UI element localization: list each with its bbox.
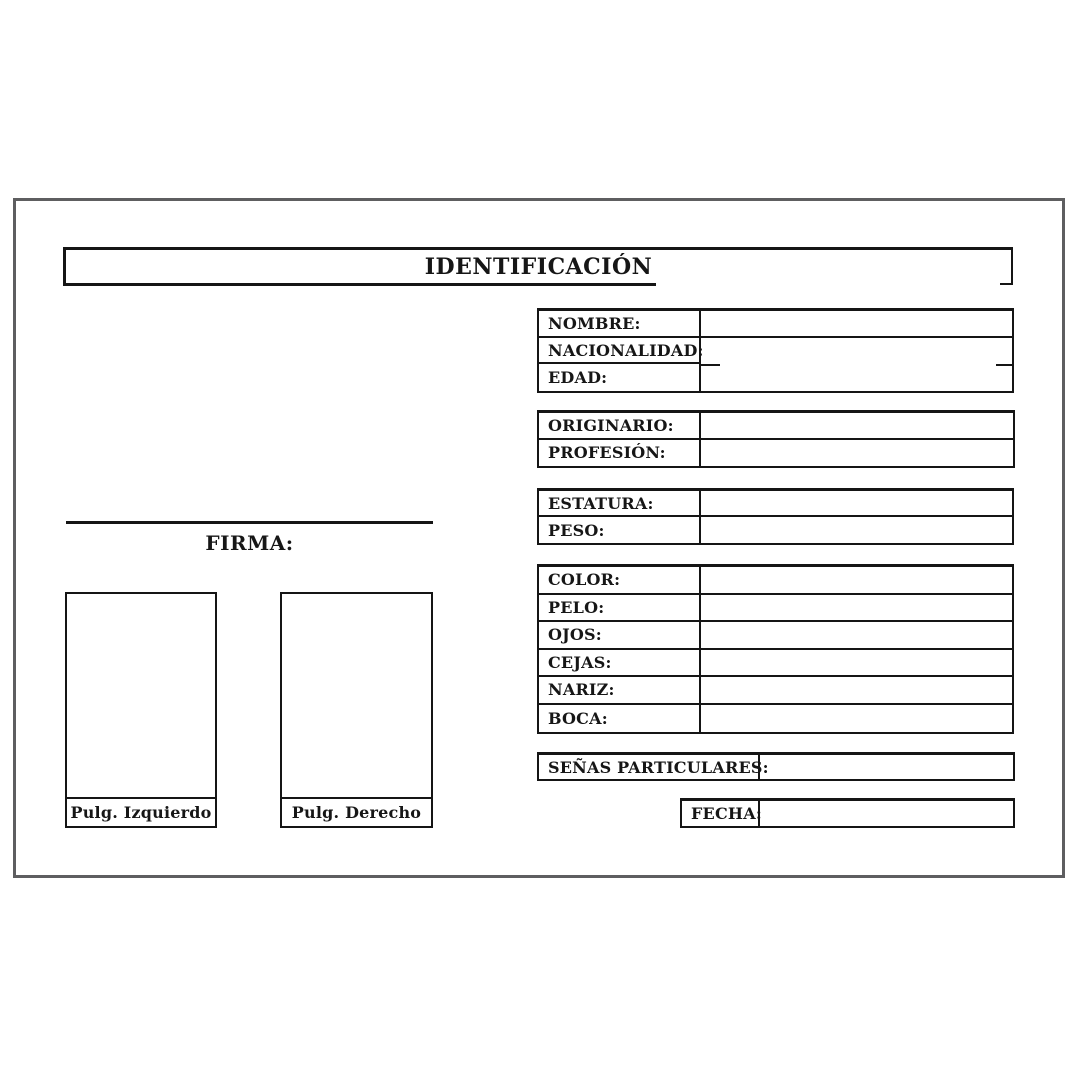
table-row <box>539 491 1012 517</box>
field-label-cejas: CEJAS: <box>539 650 701 678</box>
field-label-estatura: ESTATURA: <box>539 491 701 517</box>
field-value-peso[interactable] <box>701 517 1012 543</box>
signature-label: FIRMA: <box>205 531 294 555</box>
origin-table <box>537 410 1015 468</box>
field-value-estatura[interactable] <box>701 491 1012 517</box>
senas-table <box>537 752 1015 781</box>
field-label-pelo: PELO: <box>539 595 701 623</box>
field-label-edad: EDAD: <box>539 364 701 391</box>
identity-table <box>537 308 1014 393</box>
fecha-table <box>680 798 1015 828</box>
field-label-color: COLOR: <box>539 567 701 595</box>
thumbprint-left-area[interactable] <box>67 594 215 797</box>
thumbprint-right-area[interactable] <box>282 594 431 797</box>
field-value-cejas[interactable] <box>701 650 1012 678</box>
table-row <box>539 622 1012 650</box>
field-value-senas-particulares[interactable] <box>760 755 1013 779</box>
table-row <box>539 413 1013 440</box>
features-table <box>537 564 1014 734</box>
field-label-nariz: NARIZ: <box>539 677 701 705</box>
thumbprint-right-label: Pulg. Derecho <box>282 797 431 826</box>
table-row <box>539 440 1013 467</box>
table-row <box>539 338 1012 365</box>
field-label-fecha: FECHA: <box>682 801 760 826</box>
table-row <box>539 705 1012 733</box>
field-label-peso: PESO: <box>539 517 701 543</box>
body-table <box>537 488 1014 545</box>
title-corner-hook <box>1000 283 1013 285</box>
field-value-edad[interactable] <box>701 364 1012 391</box>
field-label-ojos: OJOS: <box>539 622 701 650</box>
table-row <box>539 567 1012 595</box>
field-value-nombre[interactable] <box>701 311 1012 338</box>
field-value-color[interactable] <box>701 567 1012 595</box>
field-value-nariz[interactable] <box>701 677 1012 705</box>
table-row <box>539 595 1012 623</box>
thumbprint-left-label: Pulg. Izquierdo <box>67 797 215 826</box>
field-value-boca[interactable] <box>701 705 1012 733</box>
table-row <box>539 311 1012 338</box>
field-value-ojos[interactable] <box>701 622 1012 650</box>
thumbprint-left-box[interactable] <box>65 592 217 828</box>
table-row <box>539 364 1012 391</box>
table-row <box>539 677 1012 705</box>
thumbprint-right-box[interactable] <box>280 592 433 828</box>
table-row <box>682 801 1013 826</box>
field-label-nacionalidad: NACIONALIDAD: <box>539 338 701 365</box>
field-value-originario[interactable] <box>701 413 1013 440</box>
table-row <box>539 650 1012 678</box>
field-value-fecha[interactable] <box>760 801 1013 826</box>
form-title: IDENTIFICACIÓN <box>424 253 653 280</box>
signature-line[interactable] <box>66 521 433 524</box>
field-value-nacionalidad[interactable] <box>701 338 1012 365</box>
field-value-pelo[interactable] <box>701 595 1012 623</box>
form-title-bar <box>63 247 1013 285</box>
field-label-originario: ORIGINARIO: <box>539 413 701 440</box>
table-row <box>539 517 1012 543</box>
table-row <box>539 755 1013 779</box>
field-label-boca: BOCA: <box>539 705 701 733</box>
field-label-nombre: NOMBRE: <box>539 311 701 338</box>
field-label-profesion: PROFESIÓN: <box>539 440 701 467</box>
title-underline <box>63 283 656 286</box>
field-label-senas-particulares: SEÑAS PARTICULARES: <box>539 755 760 779</box>
field-value-profesion[interactable] <box>701 440 1013 467</box>
